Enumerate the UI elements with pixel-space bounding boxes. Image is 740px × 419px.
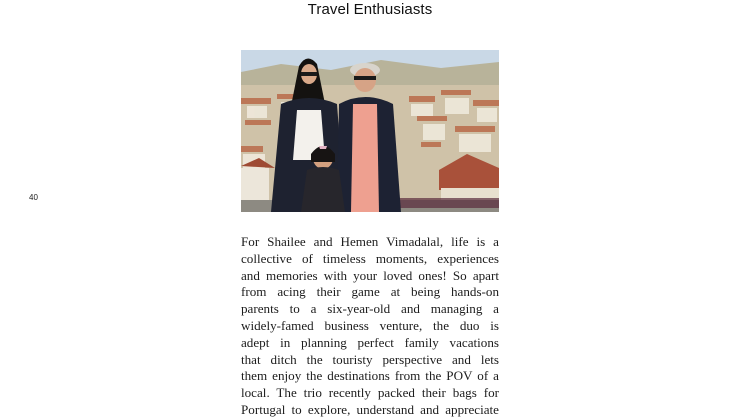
page-number: 40 bbox=[29, 193, 38, 202]
article-line: from acing their game at being hands-on bbox=[241, 284, 499, 300]
article-line: that ditch the touristy perspective and lets bbox=[241, 351, 499, 367]
article-line: widely-famed business venture, the duo is bbox=[241, 317, 499, 333]
article-body bbox=[241, 234, 499, 419]
family-photo bbox=[241, 50, 499, 212]
page-title: Travel Enthusiasts bbox=[307, 1, 433, 18]
article-line: For Shailee and Hemen Vimadalal, life is a bbox=[241, 234, 499, 249]
article-line: them enjoy the destinations from the POV of a bbox=[241, 368, 499, 384]
article-line: Portugal to explore, understand and appreciate bbox=[241, 401, 499, 417]
article-line: parents to a six-year-old and managing a bbox=[241, 301, 499, 317]
article-line: local. The trio recently packed their bags for bbox=[241, 385, 499, 401]
article-line: adept in planning perfect family vacations bbox=[241, 334, 499, 350]
article-line: and memories with your loved ones! So apart bbox=[241, 267, 499, 283]
article-line: collective of timeless moments, experiences bbox=[241, 250, 499, 266]
